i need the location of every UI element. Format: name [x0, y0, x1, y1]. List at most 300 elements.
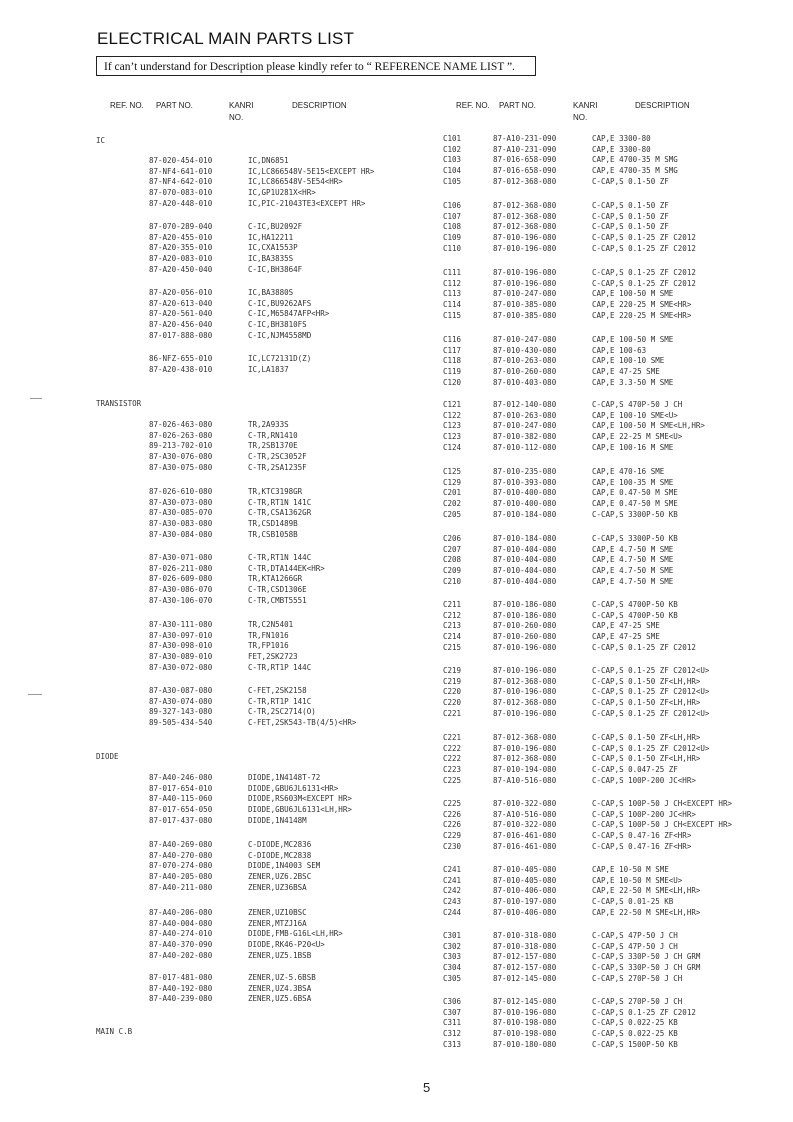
part-number: 89-505-434-540: [149, 718, 213, 728]
part-number: 87-010-318-080: [493, 931, 557, 940]
ref-number: C223: [443, 765, 462, 775]
ref-number: C226: [443, 820, 462, 830]
table-row: [0, 709, 793, 719]
part-description: CAP,E 100-10 SME<U>: [592, 410, 678, 420]
ref-number: C220: [443, 687, 462, 697]
part-number: 87-010-196-080: [493, 743, 557, 753]
part-description: IC,LC72131D(Z): [248, 354, 312, 363]
part-number: 87-010-184-080: [493, 509, 557, 519]
part-description: DIODE,FMB-G16L<LH,HR>: [248, 929, 343, 939]
part-description: IC,BA3835S: [248, 254, 294, 264]
part-number: 87-A30-106-070: [149, 595, 213, 605]
part-number: 89-213-702-010: [149, 441, 213, 451]
table-row: [0, 279, 793, 289]
part-description: C-TR,RT1N 141C: [248, 497, 312, 507]
part-number: 87-010-430-080: [493, 345, 557, 355]
table-row: [0, 563, 793, 576]
table-row: [0, 443, 793, 453]
part-number: 87-010-382-080: [493, 432, 557, 442]
part-description: C-CAP,S 0.1-25 ZF C2012: [592, 268, 696, 277]
part-description: C-CAP,S 270P-50 J CH: [592, 973, 683, 983]
table-row: [0, 356, 793, 366]
part-number: 87-A30-071-080: [149, 553, 213, 562]
part-description: C-CAP,S 100P-200 JC<HR>: [592, 809, 696, 819]
table-row: [0, 776, 793, 786]
table-row: [0, 698, 793, 708]
part-number: 87-A30-075-080: [149, 462, 213, 472]
header-kanri-left: KANRI: [229, 101, 254, 110]
part-description: IC,LC866548V-5E15<EXCEPT HR>: [248, 166, 375, 176]
part-number: 87-A40-202-080: [149, 950, 213, 960]
part-number: 87-010-196-080: [493, 243, 557, 253]
part-description: C-CAP,S 4700P-50 KB: [592, 600, 678, 609]
part-description: TR,KTC3198GR: [248, 487, 303, 496]
part-description: C-CAP,S 0.47-16 ZF<HR>: [592, 841, 692, 851]
ref-number: C209: [443, 566, 462, 576]
section-label: DIODE: [96, 752, 119, 761]
ref-number: C123: [443, 432, 462, 442]
part-number: 87-A40-270-080: [149, 850, 213, 860]
part-description: CAP,E 47-25 SME: [592, 621, 660, 631]
part-description: TR,C2N5401: [248, 620, 294, 629]
part-description: C-TR,2SA1235F: [248, 462, 307, 472]
ref-number: C241: [443, 865, 462, 874]
table-row: [0, 963, 793, 973]
part-number: 89-327-143-080: [149, 707, 213, 717]
table-row: [0, 300, 793, 310]
table-row: [0, 177, 793, 187]
ref-number: C118: [443, 356, 462, 366]
part-number: 87-010-405-080: [493, 865, 557, 874]
scan-mark: [30, 398, 42, 399]
ref-number: C301: [443, 931, 462, 940]
part-number: 87-010-406-080: [493, 907, 557, 917]
part-description: CAP,E 0.47-50 M SME: [592, 499, 678, 509]
table-row: [0, 400, 793, 410]
part-description: CAP,E 100-50 M SME: [592, 335, 674, 344]
part-number: 87-010-235-080: [493, 467, 557, 476]
part-description: C-FET,2SK543-TB(4/5)<HR>: [248, 718, 357, 728]
ref-number: C117: [443, 345, 462, 355]
part-number: 87-010-385-080: [493, 310, 557, 320]
header-part-no-right: PART NO.: [499, 101, 536, 110]
table-row: [0, 155, 793, 165]
part-description: C-CAP,S 3300P-50 KB: [592, 534, 678, 543]
ref-number: C119: [443, 367, 462, 377]
part-number: 87-010-322-080: [493, 799, 557, 808]
ref-number: C306: [443, 997, 462, 1006]
ref-number: C312: [443, 1029, 462, 1039]
ref-number: C307: [443, 1007, 462, 1017]
ref-number: C219: [443, 666, 462, 675]
part-description: TR,2SB1370E: [248, 441, 298, 451]
part-number: 87-010-263-080: [493, 410, 557, 420]
part-description: ZENER,UZ5.1BSB: [248, 950, 312, 960]
ref-number: C111: [443, 268, 462, 277]
table-row: [0, 421, 793, 431]
part-number: 87-070-083-010: [149, 188, 213, 198]
ref-number: C311: [443, 1018, 462, 1028]
part-number: 87-010-196-080: [493, 233, 557, 243]
table-row: [0, 611, 793, 621]
part-number: 87-026-211-080: [149, 563, 213, 573]
ref-number: C220: [443, 698, 462, 708]
part-description: C-CAP,S 47P-50 J CH: [592, 941, 678, 951]
table-row: [0, 984, 440, 994]
ref-number: C222: [443, 754, 462, 764]
table-row: [0, 188, 440, 198]
ref-number: C102: [443, 144, 462, 154]
part-description: ZENER,UZ10BSC: [248, 908, 307, 917]
part-description: CAP,E 100-63: [592, 345, 647, 355]
part-description: C-IC,NJM4558MD: [248, 330, 312, 340]
part-number: 87-010-197-080: [493, 897, 557, 907]
ref-number: C212: [443, 610, 462, 620]
part-number: 87-026-463-080: [149, 420, 213, 429]
part-number: 87-017-654-010: [149, 783, 213, 793]
part-number: 87-010-400-080: [493, 488, 557, 498]
part-description: C-CAP,S 0.1-50 ZF<LH,HR>: [592, 676, 701, 686]
part-description: C-CAP,S 330P-50 J CH GRM: [592, 952, 701, 962]
part-number: 87-A20-448-010: [149, 198, 213, 208]
part-number: 87-012-368-080: [493, 201, 557, 210]
part-description: IC,HA12211: [248, 232, 294, 242]
part-number: 87-A20-455-010: [149, 232, 213, 242]
part-description: C-CAP,S 4700P-50 KB: [592, 610, 678, 620]
part-number: 87-010-196-080: [493, 1007, 557, 1017]
part-description: C-TR,RT1N 144C: [248, 553, 312, 562]
part-number: 87-010-184-080: [493, 534, 557, 543]
table-row: [0, 842, 793, 852]
part-description: TR,2A933S: [248, 420, 289, 429]
part-number: 87-A20-056-010: [149, 288, 213, 297]
part-number: 87-A20-438-010: [149, 364, 213, 374]
part-number: 87-017-888-080: [149, 330, 213, 340]
part-number: 87-A20-456-040: [149, 320, 213, 330]
ref-number: C243: [443, 897, 462, 907]
part-number: 87-A30-089-010: [149, 652, 213, 662]
part-number: 87-010-263-080: [493, 356, 557, 366]
part-number: 87-A40-004-080: [149, 918, 213, 928]
part-number: 87-010-404-080: [493, 576, 557, 586]
part-number: 87-010-260-080: [493, 367, 557, 377]
part-description: CAP,E 47-25 SME: [592, 367, 660, 377]
ref-number: C108: [443, 222, 462, 232]
header-kanri-no-left: NO.: [229, 113, 244, 122]
part-number: 87-010-260-080: [493, 632, 557, 642]
part-number: 87-012-157-080: [493, 952, 557, 962]
part-number: 87-010-247-080: [493, 421, 557, 431]
header-ref-no-right: REF. NO.: [456, 101, 490, 110]
part-number: 86-NFZ-655-010: [149, 354, 213, 363]
ref-number: C213: [443, 621, 462, 631]
part-number: 87-A30-084-080: [149, 529, 213, 539]
ref-number: C116: [443, 335, 462, 344]
part-description: CAP,E 3.3-50 M SME: [592, 377, 674, 387]
table-row: [0, 335, 793, 345]
part-number: 87-A30-086-070: [149, 585, 213, 595]
part-number: 87-012-145-080: [493, 973, 557, 983]
part-description: C-TR,RN1410: [248, 430, 298, 440]
part-description: CAP,E 100-50 M SME<LH,HR>: [592, 421, 705, 431]
part-number: 87-A30-073-080: [149, 497, 213, 507]
part-number: 87-A10-516-080: [493, 775, 557, 785]
part-number: 87-A10-231-090: [493, 134, 557, 143]
table-row: [0, 534, 793, 544]
table-row: [0, 555, 793, 565]
part-description: CAP,E 100-50 M SME: [592, 289, 674, 299]
table-row: [0, 600, 793, 610]
table-row: [0, 212, 793, 222]
part-number: 87-A20-083-010: [149, 254, 213, 264]
part-description: C-TR,CSA1362GR: [248, 508, 312, 518]
part-number: 87-010-385-080: [493, 300, 557, 310]
part-description: CAP,E 220-25 M SME<HR>: [592, 310, 692, 320]
part-description: C-CAP,S 0.1-25 ZF C2012: [592, 278, 696, 288]
ref-number: C121: [443, 400, 462, 409]
part-number: 87-010-196-080: [493, 708, 557, 718]
part-number: 87-A30-085-070: [149, 508, 213, 518]
ref-number: C302: [443, 941, 462, 951]
table-row: [0, 467, 793, 477]
part-number: 87-010-198-080: [493, 1029, 557, 1039]
part-number: 87-010-186-080: [493, 600, 557, 609]
part-number: 87-A30-074-080: [149, 696, 213, 706]
part-number: 87-010-198-080: [493, 1018, 557, 1028]
ref-number: C109: [443, 233, 462, 243]
part-description: C-CAP,S 100P-50 J CH<EXCEPT HR>: [592, 799, 732, 808]
part-description: CAP,E 22-25 M SME<U>: [592, 432, 683, 442]
part-number: 87-016-461-080: [493, 831, 557, 841]
part-description: CAP,E 10-50 M SME<U>: [592, 875, 683, 885]
section-label: IC: [96, 136, 106, 145]
part-description: C-CAP,S 0.1-25 ZF C2012<U>: [592, 666, 710, 675]
table-row: [0, 346, 793, 356]
ref-number: C305: [443, 973, 462, 983]
ref-number: C125: [443, 467, 462, 476]
part-description: DIODE,GBU6JL6131<HR>: [248, 783, 339, 793]
part-number: 87-012-368-080: [493, 176, 557, 186]
part-description: DIODE,GBU6JL6131<LH,HR>: [248, 805, 352, 815]
part-number: 87-010-196-080: [493, 268, 557, 277]
ref-number: C202: [443, 499, 462, 509]
part-number: 87-012-140-080: [493, 400, 557, 409]
ref-number: C201: [443, 488, 462, 498]
ref-number: C221: [443, 708, 462, 718]
part-number: 87-A30-083-080: [149, 519, 213, 529]
header-description-left: DESCRIPTION: [292, 101, 347, 110]
part-number: 87-012-145-080: [493, 997, 557, 1006]
table-row: [0, 1040, 793, 1050]
part-description: C-TR,RT1P 144C: [248, 662, 312, 672]
page-number: 5: [423, 1080, 431, 1095]
part-description: TR,KTA1266GR: [248, 574, 303, 584]
part-description: CAP,E 4.7-50 M SME: [592, 576, 674, 586]
table-row: [0, 974, 793, 984]
ref-number: C122: [443, 410, 462, 420]
part-description: C-IC,M65847AFP<HR>: [248, 309, 330, 319]
part-description: C-TR,2SC2714(O): [248, 707, 316, 717]
ref-number: C214: [443, 632, 462, 642]
part-number: 87-070-274-080: [149, 861, 213, 871]
table-row: [0, 677, 793, 687]
ref-number: C114: [443, 300, 462, 310]
ref-number: C101: [443, 134, 462, 143]
table-row: [0, 519, 440, 529]
table-row: [0, 643, 793, 653]
part-number: 87-A40-205-080: [149, 872, 213, 882]
part-description: IC,LC866548V-5E54<HR>: [248, 177, 343, 187]
part-description: CAP,E 4.7-50 M SME: [592, 544, 674, 554]
ref-number: C106: [443, 201, 462, 210]
part-number: 87-016-461-080: [493, 841, 557, 851]
table-row: [0, 378, 793, 388]
part-description: ZENER,UZ36BSA: [248, 882, 307, 892]
part-description: CAP,E 470-16 SME: [592, 467, 665, 476]
part-description: DIODE,1N4148T-72: [248, 773, 321, 782]
table-row: [0, 222, 793, 232]
table-row: [0, 1029, 793, 1039]
part-description: ZENER,UZ5.6BSA: [248, 994, 312, 1004]
part-description: CAP,E 4700-35 M SMG: [592, 155, 678, 165]
section-label: TRANSISTOR: [96, 399, 142, 408]
table-row: [0, 652, 440, 662]
ref-number: C221: [443, 733, 462, 742]
ref-number: C229: [443, 831, 462, 841]
part-number: 87-A30-098-010: [149, 641, 213, 651]
part-number: 87-010-260-080: [493, 621, 557, 631]
part-number: 87-010-247-080: [493, 335, 557, 344]
part-description: ZENER,UZ4.3BSA: [248, 983, 312, 993]
header-description-right: DESCRIPTION: [635, 101, 690, 110]
part-number: 87-010-247-080: [493, 289, 557, 299]
ref-number: C313: [443, 1039, 462, 1049]
ref-number: C206: [443, 534, 462, 543]
table-row: [0, 320, 440, 330]
part-description: C-IC,BH3810FS: [248, 320, 307, 330]
part-description: CAP,E 100-16 M SME: [592, 442, 674, 452]
part-description: CAP,E 22-50 M SME<LH,HR>: [592, 907, 701, 917]
part-description: CAP,E 4.7-50 M SME: [592, 566, 674, 576]
table-row: [0, 886, 793, 896]
part-number: 87-010-393-080: [493, 477, 557, 487]
table-row: [0, 632, 793, 642]
part-description: C-CAP,S 0.1-50 ZF: [592, 176, 669, 186]
part-number: 87-010-322-080: [493, 820, 557, 830]
part-number: 87-A40-269-080: [149, 840, 213, 849]
ref-number: C113: [443, 289, 462, 299]
part-number: 87-A40-370-090: [149, 940, 213, 950]
table-row: [0, 145, 793, 155]
part-number: 87-A20-450-040: [149, 264, 213, 274]
table-row: [0, 754, 793, 764]
part-description: C-CAP,S 0.1-50 ZF: [592, 222, 669, 232]
part-description: IC,LA1837: [248, 364, 289, 374]
part-number: 87-A20-355-010: [149, 243, 213, 253]
part-number: 87-010-194-080: [493, 765, 557, 775]
part-description: C-CAP,S 0.1-50 ZF<LH,HR>: [592, 733, 701, 742]
part-number: 87-016-658-090: [493, 155, 557, 165]
table-row: [0, 876, 793, 886]
part-number: 87-A40-206-080: [149, 908, 213, 917]
table-row: [0, 865, 793, 875]
table-row: [0, 666, 793, 676]
ref-number: C219: [443, 676, 462, 686]
part-description: C-CAP,S 270P-50 J CH: [592, 997, 683, 1006]
table-row: [0, 897, 793, 907]
part-number: 87-A40-239-080: [149, 994, 213, 1004]
ref-number: C123: [443, 421, 462, 431]
part-description: C-CAP,S 0.1-25 ZF C2012<U>: [592, 708, 710, 718]
part-description: C-CAP,S 0.1-50 ZF: [592, 201, 669, 210]
table-row: [0, 244, 793, 254]
part-number: 87-A40-274-010: [149, 929, 213, 939]
part-description: C-CAP,S 0.47-16 ZF<HR>: [592, 831, 692, 841]
part-number: 87-010-404-080: [493, 555, 557, 565]
part-description: CAP,E 22-50 M SME<LH,HR>: [592, 886, 701, 896]
ref-number: C304: [443, 963, 462, 973]
ref-number: C230: [443, 841, 462, 851]
ref-number: C244: [443, 907, 462, 917]
part-description: ZENER,UZ-5.6BSB: [248, 973, 316, 982]
table-row: [0, 311, 793, 321]
part-number: 87-010-196-080: [493, 278, 557, 288]
part-number: 87-012-368-080: [493, 676, 557, 686]
part-number: 87-012-368-080: [493, 698, 557, 708]
ref-number: C124: [443, 442, 462, 452]
table-row: [0, 452, 440, 462]
part-description: DIODE,RK46-P20<U>: [248, 940, 325, 950]
part-description: C-CAP,S 0.022-25 KB: [592, 1029, 678, 1039]
part-description: TR,FN1016: [248, 630, 289, 640]
table-row: [0, 919, 440, 929]
part-number: 87-NF4-642-010: [149, 177, 213, 187]
part-number: 87-010-318-080: [493, 941, 557, 951]
part-description: C-CAP,S 47P-50 J CH: [592, 931, 678, 940]
header-kanri-right: KANRI: [573, 101, 598, 110]
part-number: 87-012-368-080: [493, 754, 557, 764]
part-description: IC,PIC-21043TE3<EXCEPT HR>: [248, 198, 366, 208]
ref-number: C226: [443, 809, 462, 819]
part-number: 87-A40-211-080: [149, 882, 213, 892]
table-row: [0, 851, 440, 861]
table-row: [0, 765, 793, 775]
part-description: C-CAP,S 1500P-50 KB: [592, 1039, 678, 1049]
part-description: ZENER,MTZJ16A: [248, 918, 307, 928]
part-description: C-DIODE,MC2836: [248, 840, 312, 849]
table-row: [0, 432, 793, 442]
table-row: [0, 364, 793, 377]
part-description: DIODE,1N4003 SEM: [248, 861, 321, 871]
part-number: 87-010-404-080: [493, 566, 557, 576]
table-row: [0, 942, 793, 952]
ref-number: C115: [443, 310, 462, 320]
ref-number: C225: [443, 799, 462, 808]
table-row: [0, 499, 793, 509]
part-number: 87-010-405-080: [493, 875, 557, 885]
ref-number: C208: [443, 555, 462, 565]
header-kanri-no-right: NO.: [573, 113, 588, 122]
part-number: 87-A30-097-010: [149, 630, 213, 640]
part-number: 87-010-180-080: [493, 1039, 557, 1049]
part-description: C-CAP,S 470P-50 J CH: [592, 400, 683, 409]
ref-number: C225: [443, 775, 462, 785]
table-row: [0, 198, 793, 211]
part-number: 87-012-368-080: [493, 733, 557, 742]
part-description: TR,CSD1489B: [248, 519, 298, 529]
part-number: 87-012-368-080: [493, 211, 557, 221]
table-row: [0, 268, 793, 278]
